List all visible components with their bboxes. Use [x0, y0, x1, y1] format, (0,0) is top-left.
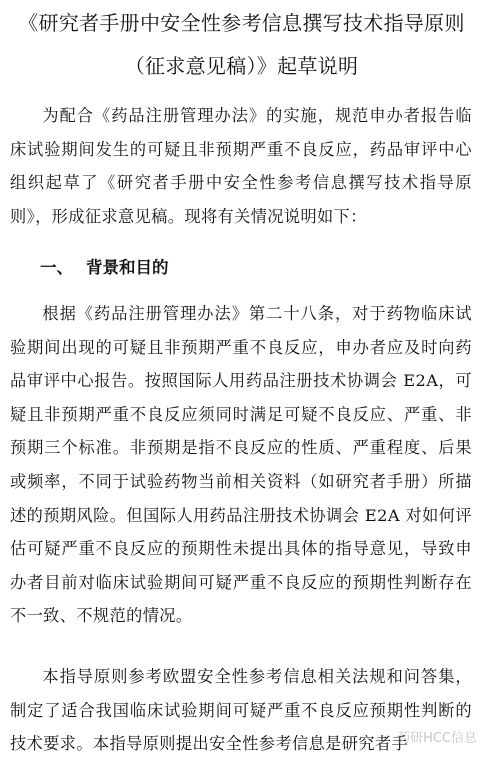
guideline-paragraph: 本指导原则参考欧盟安全性参考信息相关法规和问答集，制定了适合我国临床试验期间可疑严重不良反应预期性判断的技术要求。本指导原则提出安全性参考信息是研究者手	[10, 667, 472, 754]
section-heading	[40, 253, 169, 283]
background-paragraph: 根据《药品注册管理办法》第二十八条，对于药物临床试验期间出现的可疑且非预期严重不良反应，申办者应及时向药品审评中心报告。按照国际人用药品注册技术协调会 E2A，可疑且非预期严重不良反应须同时满足可疑不良反应、严重、非预期三个标准。非预期是指不良反应的性质、严重程度、后果或频率，不同于试验药物当前相关资料（如研究者手册）所描述的预期风险。但国际人用药品注册技术协调会 E2A 对如何评估可疑严重不良反应的预期性未提出具体的指导意见，导致申办者目前对临床试验期间可疑严重不良反应的预期性判断存在不一致、不规范的情况。	[10, 304, 472, 626]
intro-paragraph: 为配合《药品注册管理办法》的实施，规范申办者报告临床试验期间发生的可疑且非预期严重不良反应，药品审评中心组织起草了《研究者手册中安全性参考信息撰写技术指导原则》，形成征求意见稿。现将有关情况说明如下：	[10, 106, 472, 226]
section-number: 一、	[40, 258, 73, 277]
watermark: 药研HCC信息	[397, 731, 477, 746]
document-title-line-2: （征求意见稿）》起草说明	[124, 54, 359, 78]
document-title-line-1: 《研究者手册中安全性参考信息撰写技术指导原则	[18, 11, 465, 35]
section-title: 背景和目的	[86, 258, 169, 277]
